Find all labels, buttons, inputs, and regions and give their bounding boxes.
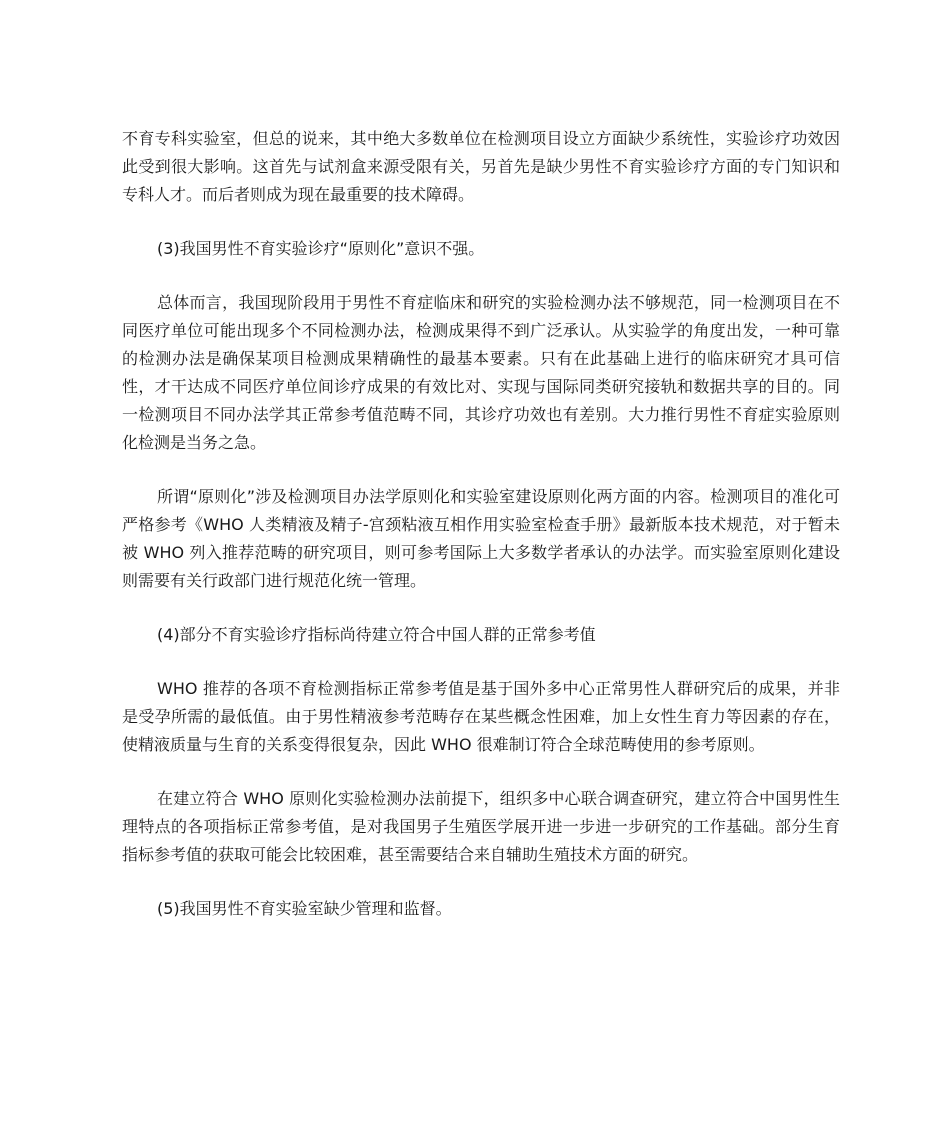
section-heading-4: (4)部分不育实验诊疗指标尚待建立符合中国人群的正常参考值 bbox=[157, 625, 596, 644]
section-heading-5: (5)我国男性不育实验室缺少管理和监督。 bbox=[157, 899, 452, 918]
paragraph-continued: 不育专科实验室，但总的说来，其中绝大多数单位在检测项目设立方面缺少系统性，实验诊疗功效因此受到很大影响。这首先与试剂盒来源受限有关，另首先是缺少男性不育实验诊疗方面的专门知识和专科人才。而后者则成为现在最重要的技术障碍。 bbox=[122, 129, 840, 204]
paragraph-standardization-awareness: 总体而言，我国现阶段用于男性不育症临床和研究的实验检测办法不够规范，同一检测项目在不同医疗单位可能出现多个不同检测办法，检测成果得不到广泛承认。从实验学的角度出发，一种可靠的检测办法是确保某项目检测成果精确性的最基本要素。只有在此基础上进行的临床研究才具可信性，才干达成不同医疗单位间诊疗成果的有效比对、实现与国际同类研究接轨和数据共享的目的。同一检测项目不同办法学其正常参考值范畴不同，其诊疗功效也有差别。大力推行男性不育症实验原则化检测是当务之急。 bbox=[122, 293, 840, 452]
paragraph-chinese-reference-values: 在建立符合 WHO 原则化实验检测办法前提下，组织多中心联合调查研究，建立符合中国男性生理特点的各项指标正常参考值，是对我国男子生殖医学展开进一步进一步研究的工作基础。部分生育指标参考值的获取可能会比较困难，甚至需要结合来自辅助生殖技术方面的研究。 bbox=[122, 789, 840, 864]
paragraph-who-reference-values: WHO 推荐的各项不育检测指标正常参考值是基于国外多中心正常男性人群研究后的成果，并非是受孕所需的最低值。由于男性精液参考范畴存在某些概念性困难，加上女性生育力等因素的存在，使精液质量与生育的关系变得很复杂，因此 WHO 很难制订符合全球范畴使用的参考原则。 bbox=[122, 679, 840, 754]
document-page bbox=[122, 125, 840, 949]
paragraph-standardization-definition: 所谓“原则化”涉及检测项目办法学原则化和实验室建设原则化两方面的内容。检测项目的准化可严格参考《WHO 人类精液及精子-宫颈粘液互相作用实验室检查手册》最新版本技术规范，对于暂未被 WHO 列入推荐范畴的研究项目，则可参考国际上大多数学者承认的办法学。而实验室原则化建设则需要有关行政部门进行规范化统一管理。 bbox=[122, 487, 840, 590]
section-heading-3: (3)我国男性不育实验诊疗“原则化”意识不强。 bbox=[157, 239, 485, 258]
